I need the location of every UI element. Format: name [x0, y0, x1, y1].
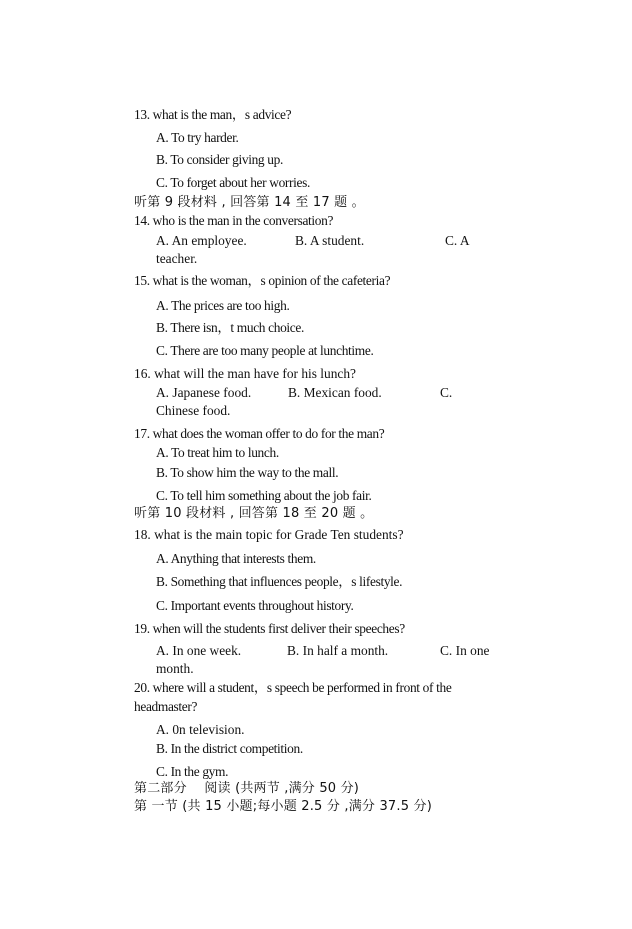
option-16b: B. Mexican food.: [288, 385, 382, 400]
option-13b: B. To consider giving up.: [156, 152, 283, 167]
question-13: 13. what is the man，s advice?: [134, 107, 292, 122]
option-17a: A. To treat him to lunch.: [156, 445, 279, 460]
option-18b: B. Something that influences people，s lifestyle.: [156, 574, 403, 589]
part-2-heading: 第二部分 阅读 (共两节 ,满分 50 分): [134, 781, 360, 796]
option-15b: B. There isn，t much choice.: [156, 320, 304, 335]
option-14c: C. A: [445, 233, 470, 248]
option-18a: A. Anything that interests them.: [156, 551, 316, 566]
question-14: 14. who is the man in the conversation?: [134, 213, 334, 228]
option-20b: B. In the district competition.: [156, 741, 303, 756]
option-16c-continued: Chinese food.: [156, 403, 231, 418]
option-16c: C.: [440, 385, 453, 400]
section-9-instruction: 听第 9 段材料 , 回答第 14 至 17 题 。: [134, 195, 365, 210]
option-17c: C. To tell him something about the job fair.: [156, 488, 372, 503]
option-19a: A. In one week.: [156, 643, 242, 658]
option-20a: A. 0n television.: [156, 722, 245, 737]
option-18c: C. Important events throughout history.: [156, 598, 354, 613]
question-20: 20. where will a student，s speech be performed in front of the: [134, 680, 452, 695]
option-19c-continued: month.: [156, 661, 194, 676]
option-14a: A. An employee.: [156, 233, 247, 248]
question-17: 17. what does the woman offer to do for the man?: [134, 426, 385, 441]
option-14b: B. A student.: [295, 233, 365, 248]
question-20-continued: headmaster?: [134, 699, 198, 714]
question-19: 19. when will the students first deliver their speeches?: [134, 621, 405, 636]
option-14c-continued: teacher.: [156, 251, 198, 266]
option-17b: B. To show him the way to the mall.: [156, 465, 339, 480]
part-2-section-1-heading: 第 一节 (共 15 小题;每小题 2.5 分 ,满分 37.5 分): [134, 799, 433, 814]
option-15c: C. There are too many people at lunchtime.: [156, 343, 374, 358]
option-15a: A. The prices are too high.: [156, 298, 290, 313]
option-20c: C. In the gym.: [156, 764, 229, 779]
section-10-instruction: 听第 10 段材料 , 回答第 18 至 20 题 。: [134, 506, 374, 521]
option-13a: A. To try harder.: [156, 130, 239, 145]
question-16: 16. what will the man have for his lunch?: [134, 366, 357, 381]
question-18: 18. what is the main topic for Grade Ten students?: [134, 527, 404, 542]
question-15: 15. what is the woman，s opinion of the cafeteria?: [134, 273, 391, 288]
option-19c: C. In one: [440, 643, 490, 658]
option-19b: B. In half a month.: [287, 643, 389, 658]
option-16a: A. Japanese food.: [156, 385, 252, 400]
option-13c: C. To forget about her worries.: [156, 175, 310, 190]
